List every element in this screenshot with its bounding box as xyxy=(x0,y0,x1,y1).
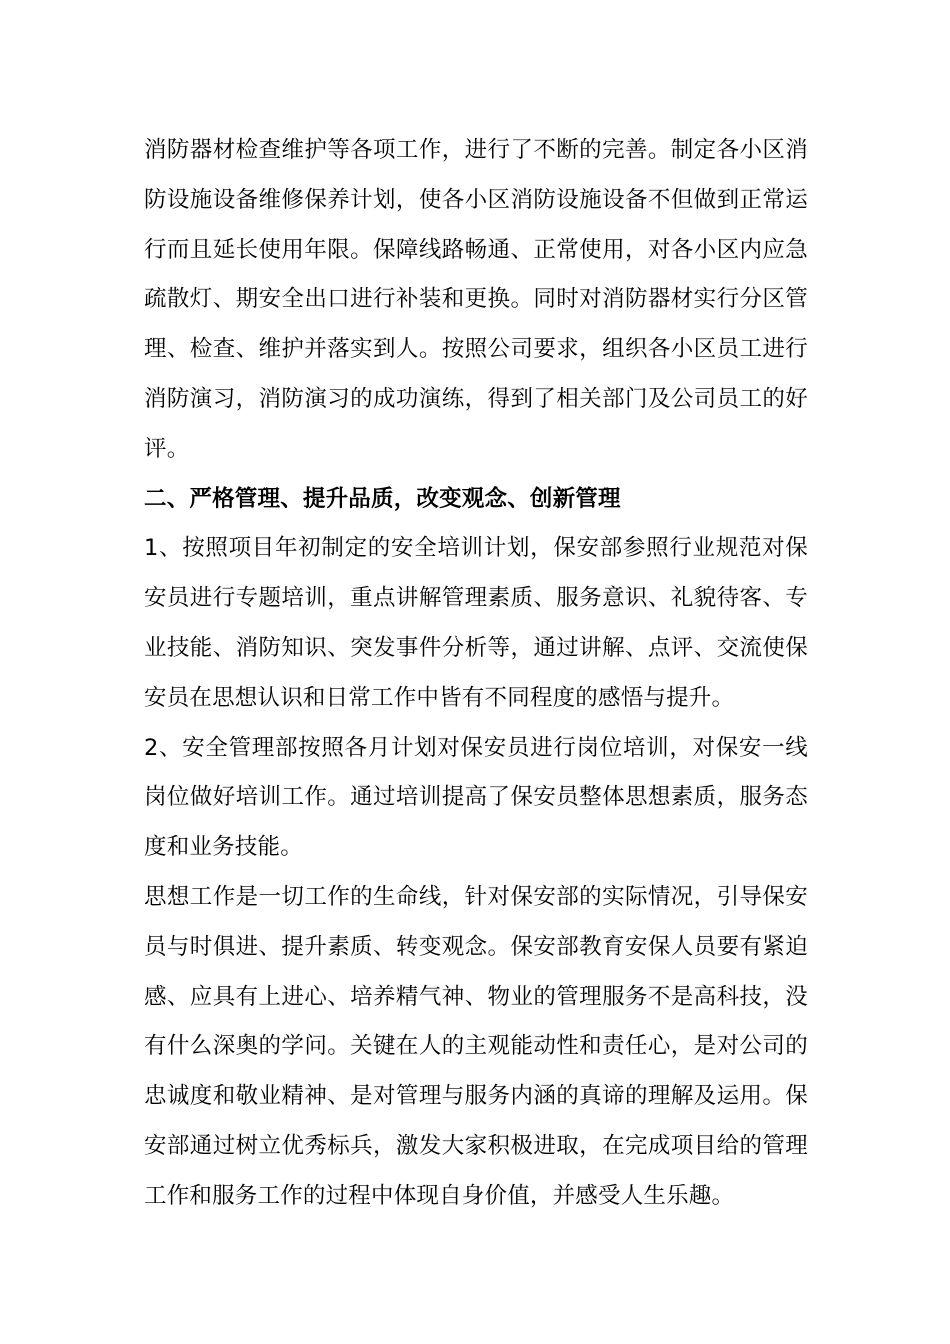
paragraph-ideological-work: 思想工作是一切工作的生命线，针对保安部的实际情况，引导保安员与时俱进、提升素质、转变观念。保安部教育安保人员要有紧迫感、应具有上进心、培养精气神、物业的管理服务不是高科技，没有什么深奥的学问。关键在人的主观能动性和责任心，是对公司的忠诚度和敬业精神、是对管理与服务内涵的真谛的理解及运用。保安部通过树立优秀标兵，激发大家积极进取，在完成项目给的管理工作和服务工作的过程中体现自身价值，并感受人生乐趣。 xyxy=(144,883,808,1209)
document-body xyxy=(144,126,808,1222)
section-heading-2: 二、严格管理、提升品质，改变观念、创新管理 xyxy=(144,485,621,512)
paragraph-training-plan: 1、按照项目年初制定的安全培训计划，保安部参照行业规范对保安员进行专题培训，重点讲解管理素质、服务意识、礼貌待客、专业技能、消防知识、突发事件分析等，通过讲解、点评、交流使保安员在思想认识和日常工作中皆有不同程度的感悟与提升。 xyxy=(144,535,808,711)
paragraph-post-training: 2、安全管理部按照各月计划对保安员进行岗位培训，对保安一线岗位做好培训工作。通过培训提高了保安员整体思想素质，服务态度和业务技能。 xyxy=(144,734,808,861)
paragraph-fire-equipment: 消防器材检查维护等各项工作，进行了不断的完善。制定各小区消防设施设备维修保养计划，使各小区消防设施设备不但做到正常运行而且延长使用年限。保障线路畅通、正常使用，对各小区内应急疏散灯、期安全出口进行补装和更换。同时对消防器材实行分区管理、检查、维护并落实到人。按照公司要求，组织各小区员工进行消防演习，消防演习的成功演练，得到了相关部门及公司员工的好评。 xyxy=(144,137,808,462)
